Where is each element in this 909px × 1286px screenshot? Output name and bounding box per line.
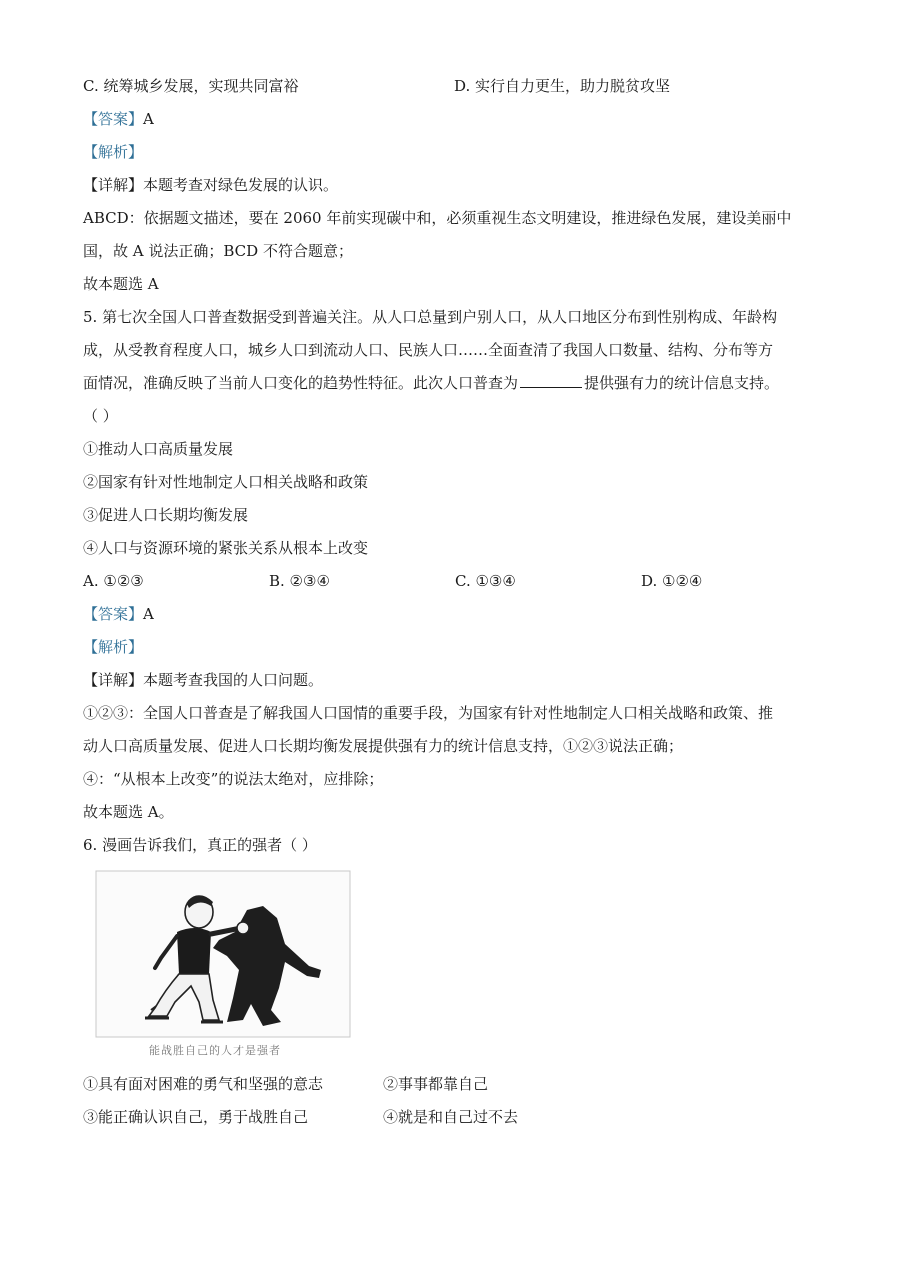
- q4-explanation-2: 国，故 A 说法正确；BCD 不符合题意；: [83, 242, 353, 260]
- q4-option-d[interactable]: D. 实行自力更生，助力脱贫攻坚: [454, 77, 671, 95]
- q5-explanation-2: 动人口高质量发展、促进人口长期均衡发展提供强有力的统计信息支持，①②③说法正确；: [83, 737, 684, 755]
- q5-stem-1: 5. 第七次全国人口普查数据受到普遍关注。从人口总量到户别人口，从人口地区分布到性别构成、年龄构: [83, 308, 778, 326]
- answer-value: A: [143, 605, 154, 623]
- q4-options-row: [83, 70, 828, 103]
- q5-answer: [83, 598, 828, 631]
- q4-answer: [83, 103, 828, 136]
- q5-explanation-3: ④：“从根本上改变”的说法太绝对，应排除；: [83, 770, 384, 788]
- q6-stem: 6. 漫画告诉我们，真正的强者（ ）: [83, 836, 317, 854]
- q4-option-c[interactable]: C. 统筹城乡发展，实现共同富裕: [83, 77, 299, 95]
- q5-options-row: [83, 565, 828, 598]
- q5-option-d[interactable]: D. ①②④: [641, 572, 703, 590]
- q4-analysis-tag: 【解析】: [83, 143, 144, 161]
- q5-stem-3: [83, 367, 828, 400]
- q5-option-c[interactable]: C. ①③④: [455, 572, 516, 590]
- exam-page: [83, 70, 828, 1134]
- answer-tag: 【答案】: [83, 605, 144, 623]
- q5-detail: 【详解】本题考查我国的人口问题。: [83, 671, 324, 689]
- q6-item-4: ④就是和自己过不去: [383, 1108, 519, 1126]
- comic-caption: 能战胜自己的人才是强者: [149, 1044, 281, 1057]
- q5-explanation-1: ①②③：全国人口普查是了解我国人口国情的重要手段，为国家有针对性地制定人口相关战略和政策、推: [83, 704, 774, 722]
- q5-item-3: ③促进人口长期均衡发展: [83, 506, 249, 524]
- q5-stem-3a: 面情况，准确反映了当前人口变化的趋势性特征。此次人口普查为: [83, 374, 519, 392]
- q5-option-b[interactable]: B. ②③④: [269, 572, 330, 590]
- q5-item-4: ④人口与资源环境的紧张关系从根本上改变: [83, 539, 369, 557]
- q5-stem-2: 成，从受教育程度人口，城乡人口到流动人口、民族人口……全面查清了我国人口数量、结构、分布等方: [83, 341, 774, 359]
- q6-item-1: ①具有面对困难的勇气和坚强的意志: [83, 1075, 324, 1093]
- q6-item-3: ③能正确认识自己，勇于战胜自己: [83, 1108, 309, 1126]
- q6-item-2: ②事事都靠自己: [383, 1075, 489, 1093]
- q6-items-row-2: [83, 1101, 828, 1134]
- q6-comic: [83, 870, 828, 1068]
- q4-conclusion: 故本题选 A: [83, 275, 159, 293]
- man-vest: [177, 928, 211, 974]
- q5-option-a[interactable]: A. ①②③: [83, 572, 144, 590]
- q5-item-2: ②国家有针对性地制定人口相关战略和政策: [83, 473, 369, 491]
- man-fist: [237, 922, 249, 934]
- fill-blank[interactable]: [520, 369, 582, 388]
- q5-paren: （ ）: [83, 407, 118, 425]
- q5-stem-3b: 提供强有力的统计信息支持。: [584, 374, 780, 392]
- answer-value: A: [143, 110, 154, 128]
- q5-conclusion: 故本题选 A。: [83, 803, 174, 821]
- q4-explanation-1: ABCD：依据题文描述，要在 2060 年前实现碳中和，必须重视生态文明建设，推进绿色发展，建设美丽中: [83, 209, 792, 227]
- q5-analysis-tag: 【解析】: [83, 638, 144, 656]
- q6-items-row-1: [83, 1068, 828, 1101]
- comic-illustration: [95, 870, 351, 1040]
- answer-tag: 【答案】: [83, 110, 144, 128]
- q5-item-1: ①推动人口高质量发展: [83, 440, 234, 458]
- q4-detail: 【详解】本题考查对绿色发展的认识。: [83, 176, 339, 194]
